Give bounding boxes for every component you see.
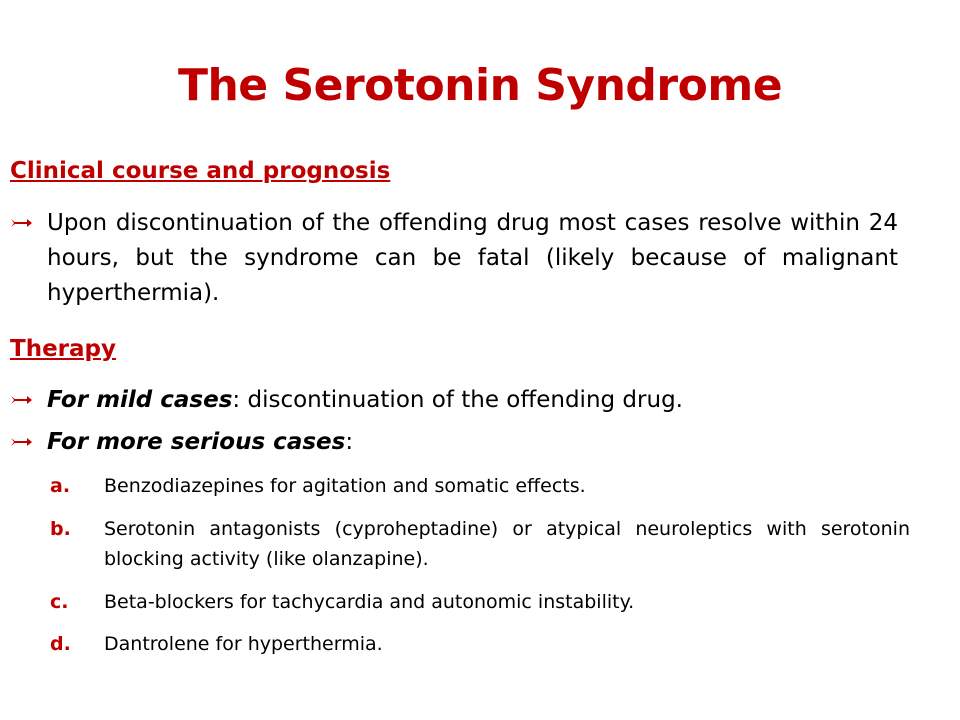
sub-item-text: Beta-blockers for tachycardia and autonomic instability.	[104, 591, 635, 613]
sub-item-letter: a.	[50, 475, 71, 497]
arrow-bullet-icon	[10, 425, 32, 460]
arrow-bullet-icon	[10, 383, 32, 418]
bullet-emphasis: For more serious cases	[47, 429, 346, 455]
bullet-item	[10, 383, 898, 418]
bullet-text	[47, 425, 898, 460]
sub-item-text: Serotonin antagonists (cyproheptadine) or atypical neuroleptics with serotonin blocking activity (like olanzapine).	[104, 518, 910, 570]
sub-item-b	[50, 514, 910, 574]
sub-item-d	[50, 629, 910, 659]
slide-title: The Serotonin Syndrome	[177, 60, 783, 111]
section-heading-clinical-course: Clinical course and prognosis	[10, 158, 391, 184]
arrow-bullet-icon	[10, 206, 32, 241]
bullet-emphasis: For mild cases	[47, 387, 233, 413]
bullet-rest: :	[345, 429, 354, 455]
sub-item-letter: d.	[50, 633, 71, 655]
sub-item-text: Benzodiazepines for agitation and somatic effects.	[104, 475, 586, 497]
bullet-text: Upon discontinuation of the offending drug most cases resolve within 24 hours, but the syndrome can be fatal (likely because of malignant hyperthermia).	[47, 210, 898, 306]
sub-item-letter: b.	[50, 518, 71, 540]
bullet-item	[10, 425, 898, 460]
sub-item-a	[50, 471, 910, 501]
bullet-text	[47, 383, 898, 418]
section-heading-therapy: Therapy	[10, 336, 116, 362]
sub-item-c	[50, 587, 910, 617]
bullet-rest: : discontinuation of the offending drug.	[232, 387, 683, 413]
sub-item-text: Dantrolene for hyperthermia.	[104, 633, 383, 655]
sub-item-letter: c.	[50, 591, 69, 613]
bullet-item	[10, 206, 898, 311]
